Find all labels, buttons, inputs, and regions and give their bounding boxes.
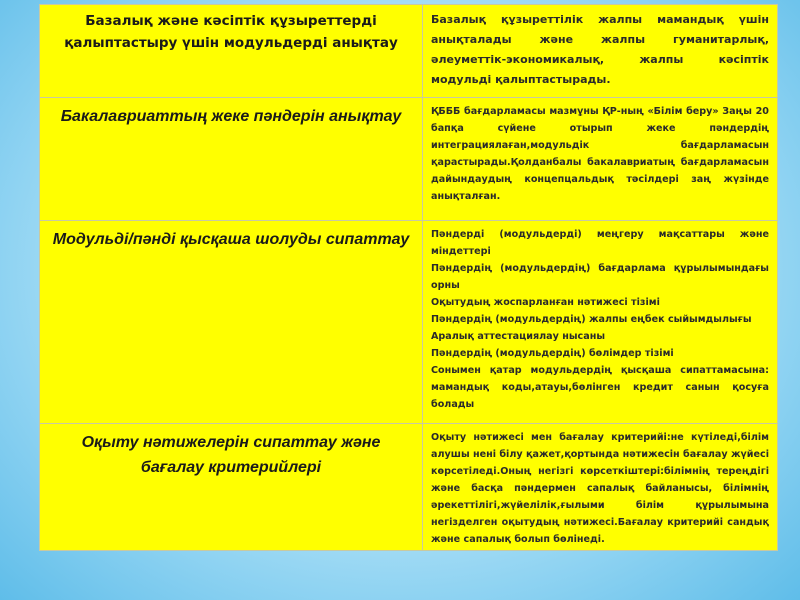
table-row (40, 221, 778, 424)
description-line: Пәндердің (модульдердің) бөлімдер тізімі (431, 348, 674, 359)
description-paragraph: ҚБББ бағдарламасы мазмұны ҚР-ның «Білім беру» Заңы 20 бапқа сүйене отырып жеке пәндердің интеграциялаған,модульдік бағдарламасын қарастырады.Қолданбалы бакалавриатың бағдарламасын дайындаудың концепцальдық тәсілдері заң жүзінде анықталған. (431, 106, 769, 202)
table-row (40, 98, 778, 221)
row-description (423, 98, 778, 221)
description-paragraph: Оқыту нәтижесі мен бағалау критерийі:не күтіледі,білім алушы нені білу қажет,қортында нәтижесін бағалау жүйесі көрсетіледі.Оның негізгі көрсеткіштері:білімнің тереңдігі және басқа пәндермен сапалық байланысы, білімнің әрекеттілігі,жүйелілік,ғылыми білім құрылымына негізделген оқытудың нәтижесі.Бағалау критерийі сандық және сапалық болып бөлінеді. (431, 432, 769, 545)
description-line: Сонымен қатар модульдердің қысқаша сипаттамасына: мамандық коды,атауы,бөлінген кредит санын қосуға болады (431, 365, 769, 410)
row-heading: Бакалавриаттың жеке пәндерін анықтау (40, 98, 423, 221)
table-row (40, 424, 778, 551)
row-heading: Модульді/пәнді қысқаша шолуды сипаттау (40, 221, 423, 424)
content-table (39, 4, 778, 551)
table-row (40, 5, 778, 98)
row-heading: Базалық және кәсіптік құзыреттерді қалыптастыру үшін модульдерді анықтау (40, 5, 423, 98)
row-description (423, 221, 778, 424)
description-line: Аралық аттестациялау нысаны (431, 331, 605, 342)
description-line: Пәндердің (модульдердің) бағдарлама құрылымындағы орны (431, 263, 769, 291)
row-description (423, 424, 778, 551)
row-heading: Оқыту нәтижелерін сипаттау және бағалау критерийлері (40, 424, 423, 551)
description-line: Пәндердің (модульдердің) жалпы еңбек сыйымдылығы (431, 314, 752, 325)
description-line: Пәндерді (модульдерді) меңгеру мақсаттары және міндеттері (431, 229, 769, 257)
description-paragraph: Базалық құзыреттілік жалпы мамандық үшін анықталады және жалпы гуманитарлық, әлеуметтік-экономикалық, жалпы кәсіптік модульді қалыптастырады. (431, 13, 769, 86)
row-description (423, 5, 778, 98)
description-line: Оқытудың жоспарланған нәтижесі тізімі (431, 297, 660, 308)
